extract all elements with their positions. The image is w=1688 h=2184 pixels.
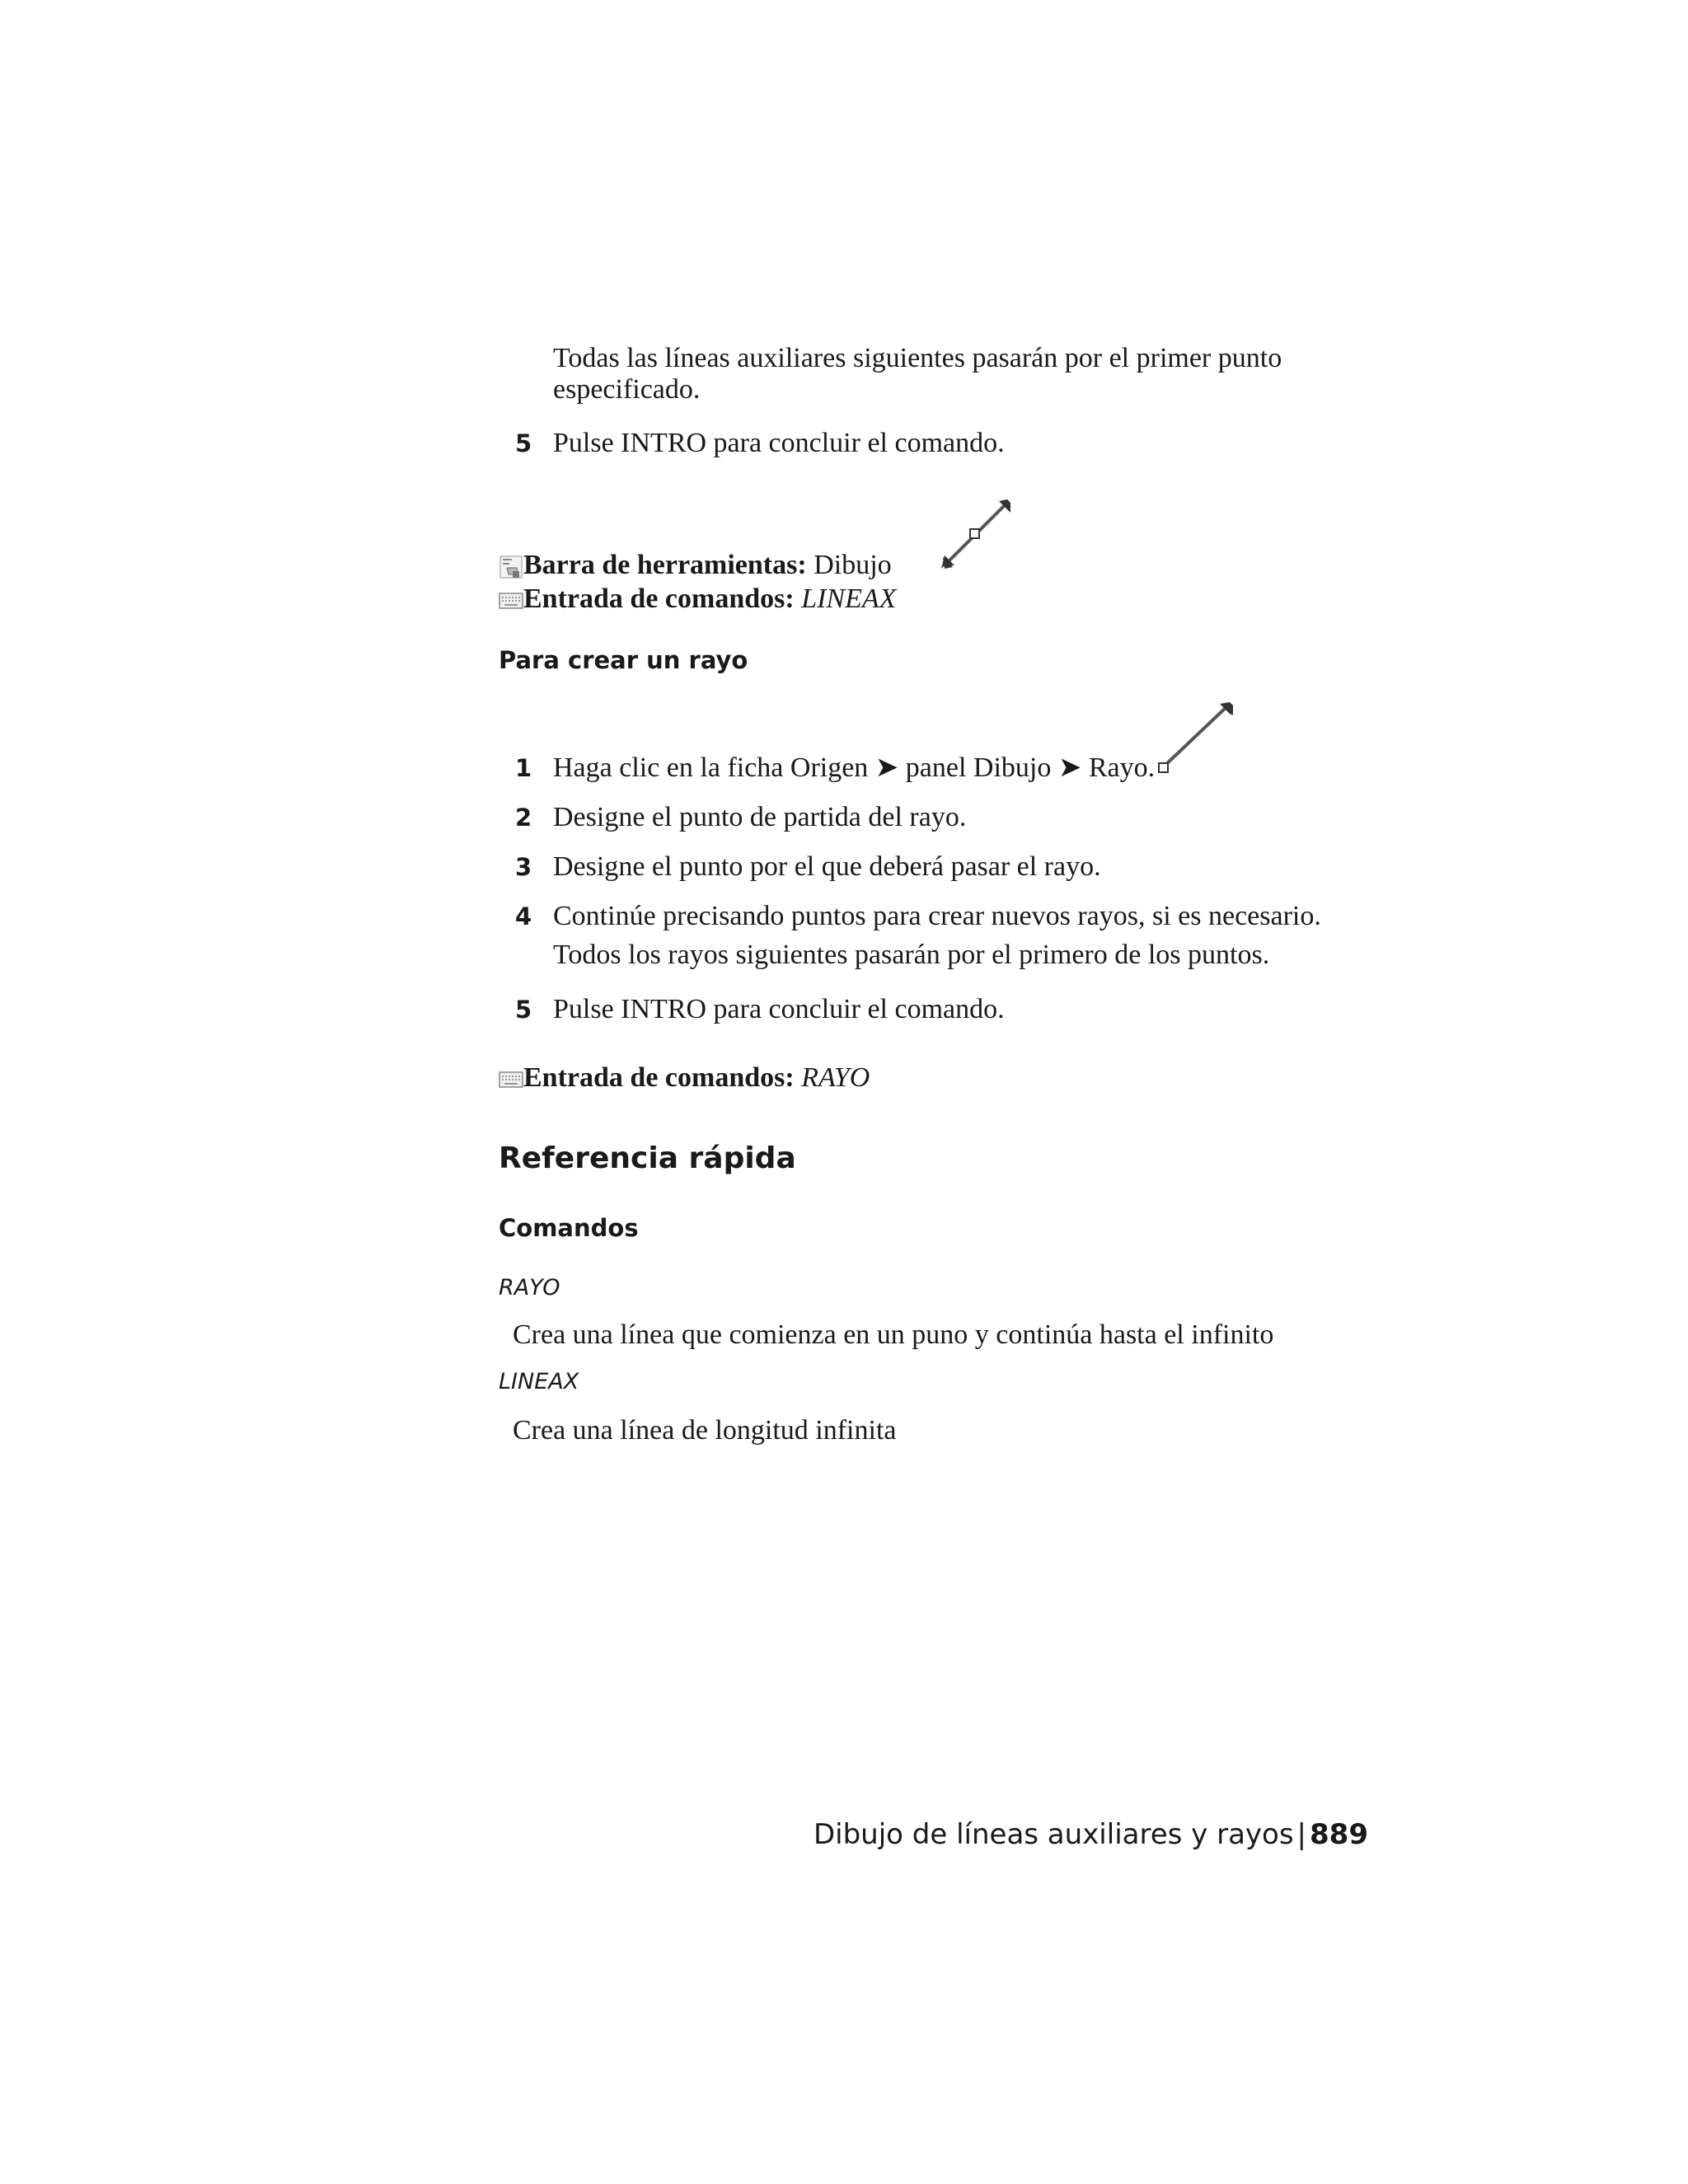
step-number: 3 [515,853,532,881]
step-number: 5 [515,996,532,1024]
xline-tool-icon [938,496,1014,572]
toolbar-value: Dibujo [814,550,892,580]
intro-line-1: Todas las líneas auxiliares siguientes pasarán por el primer punto [553,343,1282,373]
step-text: Designe el punto de partida del rayo. [553,802,967,832]
keyboard-icon [499,591,523,611]
command-entry-label: Entrada de comandos: [523,1062,795,1093]
procedure-heading: Para crear un rayo [499,646,748,674]
footer-separator: | [1296,1818,1307,1851]
command-entry-lineax [499,583,896,616]
page-number: 889 [1310,1818,1368,1851]
command-description: Crea una línea de longitud infinita [513,1415,897,1446]
step-text: Designe el punto por el que deberá pasar el rayo. [553,851,1101,882]
quickref-title: Referencia rápida [499,1141,796,1175]
toolbar-line [499,549,892,582]
command-description: Crea una línea que comienza en un puno y continúa hasta el infinito [513,1319,1274,1350]
command-name: LINEAX [499,1369,579,1394]
quickref-section [499,1141,796,1177]
page-footer [814,1818,1368,1851]
command-entry-value: RAYO [801,1062,870,1093]
command-entry-rayo [499,1062,870,1094]
step-text: Continúe precisando puntos para crear nuevos rayos, si es necesario. [553,901,1321,931]
toolbar-label: Barra de herramientas: [523,550,807,580]
command-name: RAYO [499,1275,560,1301]
step-number: 5 [515,429,532,457]
ray-tool-icon [1156,699,1235,775]
command-entry-label: Entrada de comandos: [523,583,795,614]
intro-line-2: especificado. [553,374,701,405]
step-text-continued: Todos los rayos siguientes pasarán por el primero de los puntos. [553,940,1270,970]
step-text: Pulse INTRO para concluir el comando. [553,994,1005,1024]
step-number: 1 [515,754,532,782]
command-entry-value: LINEAX [801,583,897,614]
commands-heading: Comandos [499,1214,639,1242]
step-number: 2 [515,804,532,832]
step-text: Haga clic en la ficha Origen ➤ panel Dibujo ➤ Rayo. [553,752,1156,783]
step-text: Pulse INTRO para concluir el comando. [553,428,1005,458]
keyboard-icon [499,1070,523,1090]
step-number: 4 [515,902,532,930]
toolbar-icon [499,555,523,579]
footer-title: Dibujo de líneas auxiliares y rayos [813,1818,1294,1851]
